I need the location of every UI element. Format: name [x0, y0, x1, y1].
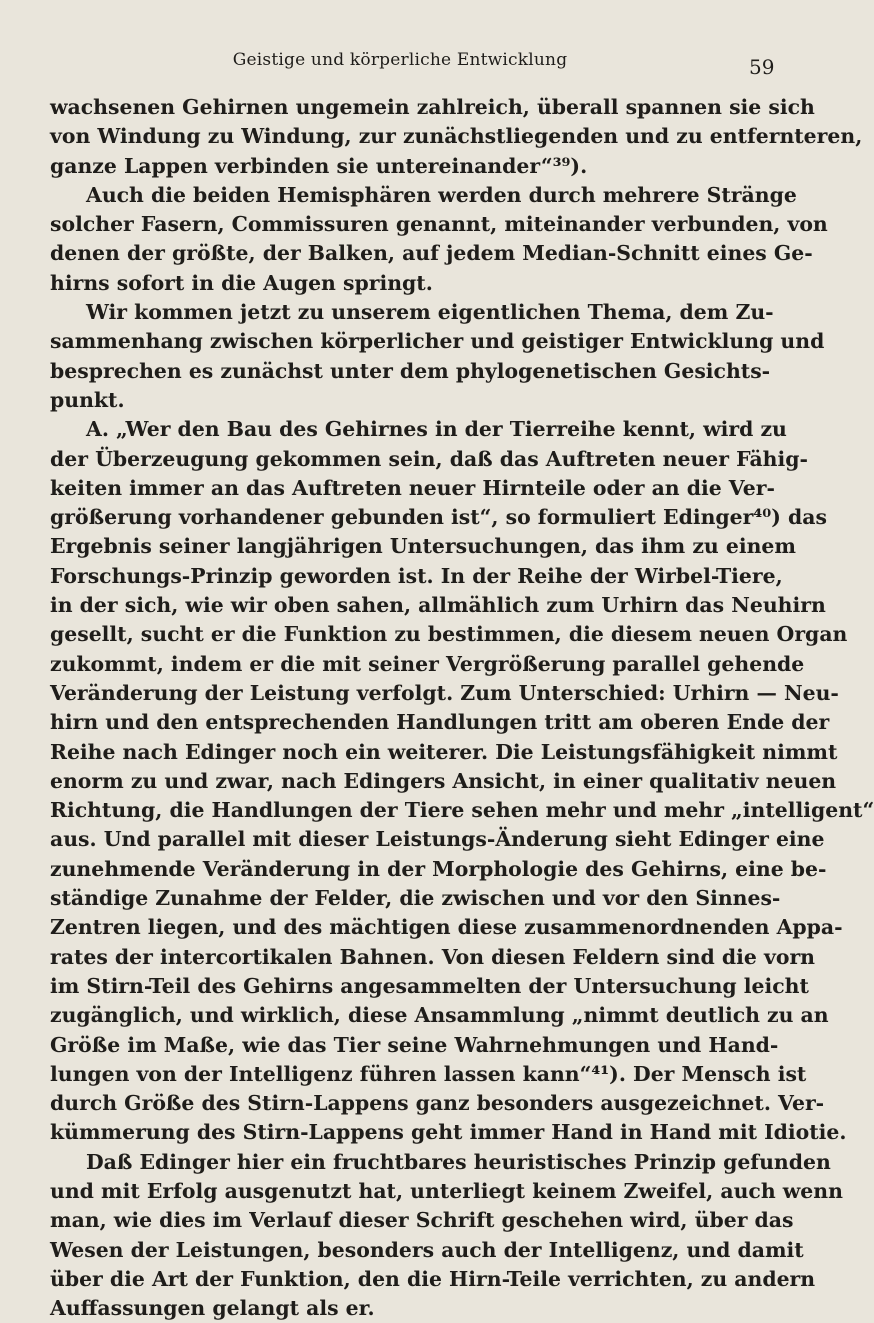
text-line: ständige Zunahme der Felder, die zwischen und vor den Sinnes- [50, 886, 781, 911]
text-line: der Überzeugung gekommen sein, daß das Auftreten neuer Fähig- [50, 446, 808, 471]
text-line: wachsenen Gehirnen ungemein zahlreich, überall spannen sie sich [50, 95, 815, 119]
text-line: punkt. [50, 387, 125, 412]
text-line: Zentren liegen, und des mächtigen diese zusammenordnenden Appa- [50, 915, 843, 940]
text-line: solcher Fasern, Commissuren genannt, miteinander verbunden, von [50, 212, 828, 237]
text-line: größerung vorhandener gebunden ist“, so formuliert Edinger⁴⁰) das [50, 505, 827, 530]
text-line: und mit Erfolg ausgenutzt hat, unterliegt keinem Zweifel, auch wenn [50, 1178, 843, 1203]
text-line: Veränderung der Leistung verfolgt. Zum Unterschied: Urhirn — Neu- [50, 680, 839, 705]
text-line: Reihe nach Edinger noch ein weiterer. Die Leistungsfähigkeit nimmt [50, 739, 838, 764]
text-line: durch Größe des Stirn-Lappens ganz besonders ausgezeichnet. Ver- [50, 1091, 825, 1116]
text-line: kümmerung des Stirn-Lappens geht immer Hand in Hand mit Idiotie. [50, 1120, 847, 1145]
running-title: Geistige und körperliche Entwicklung [232, 50, 568, 70]
text-line: Ergebnis seiner langjährigen Untersuchungen, das ihm zu einem [50, 534, 796, 559]
text-line: in der sich, wie wir oben sahen, allmählich zum Urhirn das Neuhirn [50, 593, 826, 618]
text-line: zunehmende Veränderung in der Morphologie des Gehirns, eine be- [50, 856, 827, 881]
text-line: gesellt, sucht er die Funktion zu bestimmen, die diesem neuen Organ [50, 622, 848, 647]
text-line: Größe im Maße, wie das Tier seine Wahrnehmungen und Hand- [50, 1032, 779, 1057]
text-line: Daß Edinger hier ein fruchtbares heuristisches Prinzip gefunden [86, 1149, 831, 1174]
text-line: Forschungs-Prinzip geworden ist. In der Reihe der Wirbel-Tiere, [50, 563, 783, 588]
text-line: im Stirn-Teil des Gehirns angesammelten der Untersuchung leicht [50, 973, 809, 998]
text-line: hirn und den entsprechenden Handlungen tritt am oberen Ende der [50, 710, 830, 735]
text-line: zukommt, indem er die mit seiner Vergrößerung parallel gehende [50, 651, 805, 676]
text-line: lungen von der Intelligenz führen lassen kann“⁴¹). Der Mensch ist [50, 1061, 807, 1086]
text-line: Wir kommen jetzt zu unserem eigentlichen Thema, dem Zu- [86, 300, 774, 325]
text-line: aus. Und parallel mit dieser Leistungs-Änderung sieht Edinger eine [50, 827, 825, 852]
text-line: hirns sofort in die Augen springt. [50, 270, 433, 295]
text-line: besprechen es zunächst unter dem phylogenetischen Gesichts- [50, 358, 771, 383]
text-line: Wesen der Leistungen, besonders auch der Intelligenz, und damit [50, 1237, 804, 1262]
text-line: A. „Wer den Bau des Gehirnes in der Tierreihe kennt, wird zu [86, 417, 787, 442]
body-text [50, 93, 874, 1323]
text-line: sammenhang zwischen körperlicher und geistiger Entwicklung und [50, 329, 825, 354]
text-line: enorm zu und zwar, nach Edingers Ansicht, in einer qualitativ neuen [50, 768, 837, 793]
text-line: zugänglich, und wirklich, diese Ansammlung „nimmt deutlich zu an [50, 1003, 829, 1028]
text-line: ganze Lappen verbinden sie untereinander“³⁹). [50, 153, 588, 178]
text-line: Auffassungen gelangt als er. [50, 1296, 375, 1321]
text-line: rates der intercortikalen Bahnen. Von diesen Feldern sind die vorn [50, 944, 816, 969]
text-line: man, wie dies im Verlauf dieser Schrift geschehen wird, über das [50, 1208, 794, 1233]
text-line: denen der größte, der Balken, auf jedem Median-Schnitt eines Ge- [50, 241, 813, 266]
page-number: 59 [749, 55, 775, 79]
text-line: Auch die beiden Hemisphären werden durch mehrere Stränge [86, 182, 797, 207]
text-line: von Windung zu Windung, zur zunächstliegenden und zu entfernteren, [50, 124, 863, 149]
text-line: über die Art der Funktion, den die Hirn-Teile verrichten, zu andern [50, 1266, 816, 1291]
text-line: keiten immer an das Auftreten neuer Hirnteile oder an die Ver- [50, 475, 775, 500]
text-line: Richtung, die Handlungen der Tiere sehen mehr und mehr „intelligent“ [50, 798, 874, 823]
